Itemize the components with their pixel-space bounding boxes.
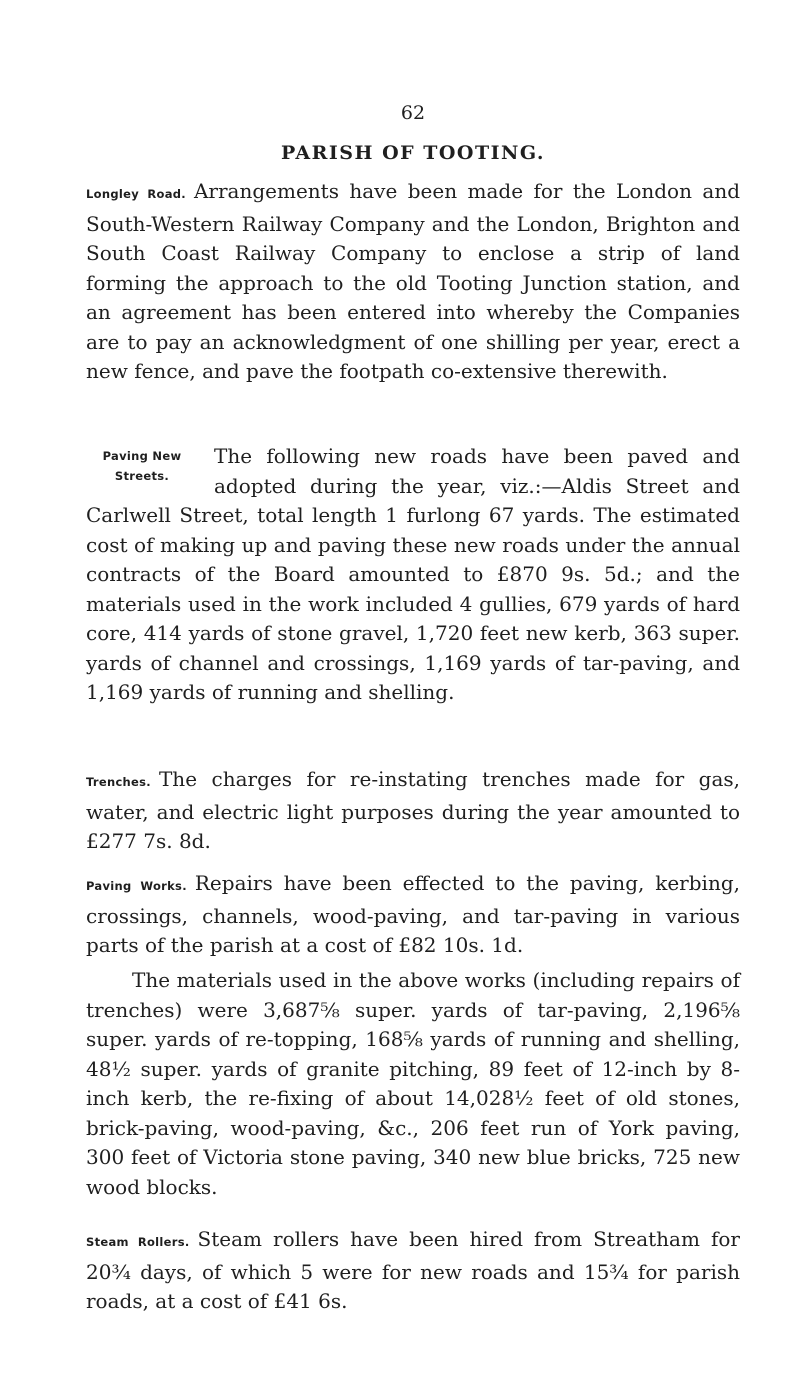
sidenote-steam-rollers: Steam Rollers. — [86, 1235, 190, 1249]
sidenote-longley-road: Longley Road. — [86, 187, 186, 201]
paragraph-materials: The materials used in the above works (including repairs of trenches) were 3,687⅝ super. yards of tar-paving, 2,196⅝ super. yards of re-topping, 168⅝ yards of running and shelling, 48½ super. yards of granite pitching, 89 feet of 12-inch by 8-inch kerb, the re-fixing of about 14,028½ feet of old stones, brick-paving, wood-paving, &c., 206 feet run of York paving, 300 feet of Victoria stone paving, 340 new blue bricks, 725 new wood blocks. — [86, 968, 740, 1199]
section-steam-rollers — [86, 1225, 740, 1317]
section-trenches — [86, 765, 740, 857]
section-longley-road — [86, 177, 740, 387]
section-paving-works — [86, 869, 740, 961]
paragraph-longley-road: Arrangements have been made for the London and South-Western Railway Company and the London, Brighton and South Coast Railway Company to enclose a strip of land forming the approach to the old Tooting Junction station, and an agreement has been entered into whereby the Companies are to pay an acknowledgment of one shilling per year, erect a new fence, and pave the footpath co-extensive therewith. — [86, 179, 740, 383]
sidenote-paving-new-streets: Paving New Streets. — [102, 449, 182, 483]
paragraph-paving-works: Repairs have been effected to the paving, kerbing, crossings, channels, wood-paving, and tar-paving in various parts of the parish at a cost of £82 10s. 1d. — [86, 871, 740, 957]
section-paving-new-streets — [86, 442, 740, 708]
paragraph-trenches: The charges for re-instating trenches made for gas, water, and electric light purposes during the year amounted to £277 7s. 8d. — [86, 767, 740, 853]
section-materials — [86, 966, 740, 1202]
paragraph-steam-rollers: Steam rollers have been hired from Streatham for 20¾ days, of which 5 were for new roads and 15¾ for parish roads, at a cost of £41 6s. — [86, 1227, 740, 1313]
page-title: PARISH OF TOOTING. — [280, 142, 546, 164]
sidenote-trenches: Trenches. — [86, 775, 151, 789]
paragraph-paving-new-streets: The following new roads have been paved and adopted during the year, viz.:—Aldis Street and Carlwell Street, total length 1 furlong 67 yards. The estimated cost of making up and paving these new roads under the annual contracts of the Board amounted to £870 9s. 5d.; and the materials used in the work included 4 gullies, 679 yards of hard core, 414 yards of stone gravel, 1,720 feet new kerb, 363 super. yards of channel and crossings, 1,169 yards of tar-paving, and 1,169 yards of running and shelling. — [86, 444, 740, 704]
sidenote-paving-works: Paving Works. — [86, 879, 187, 893]
page-number: 62 — [400, 102, 426, 124]
